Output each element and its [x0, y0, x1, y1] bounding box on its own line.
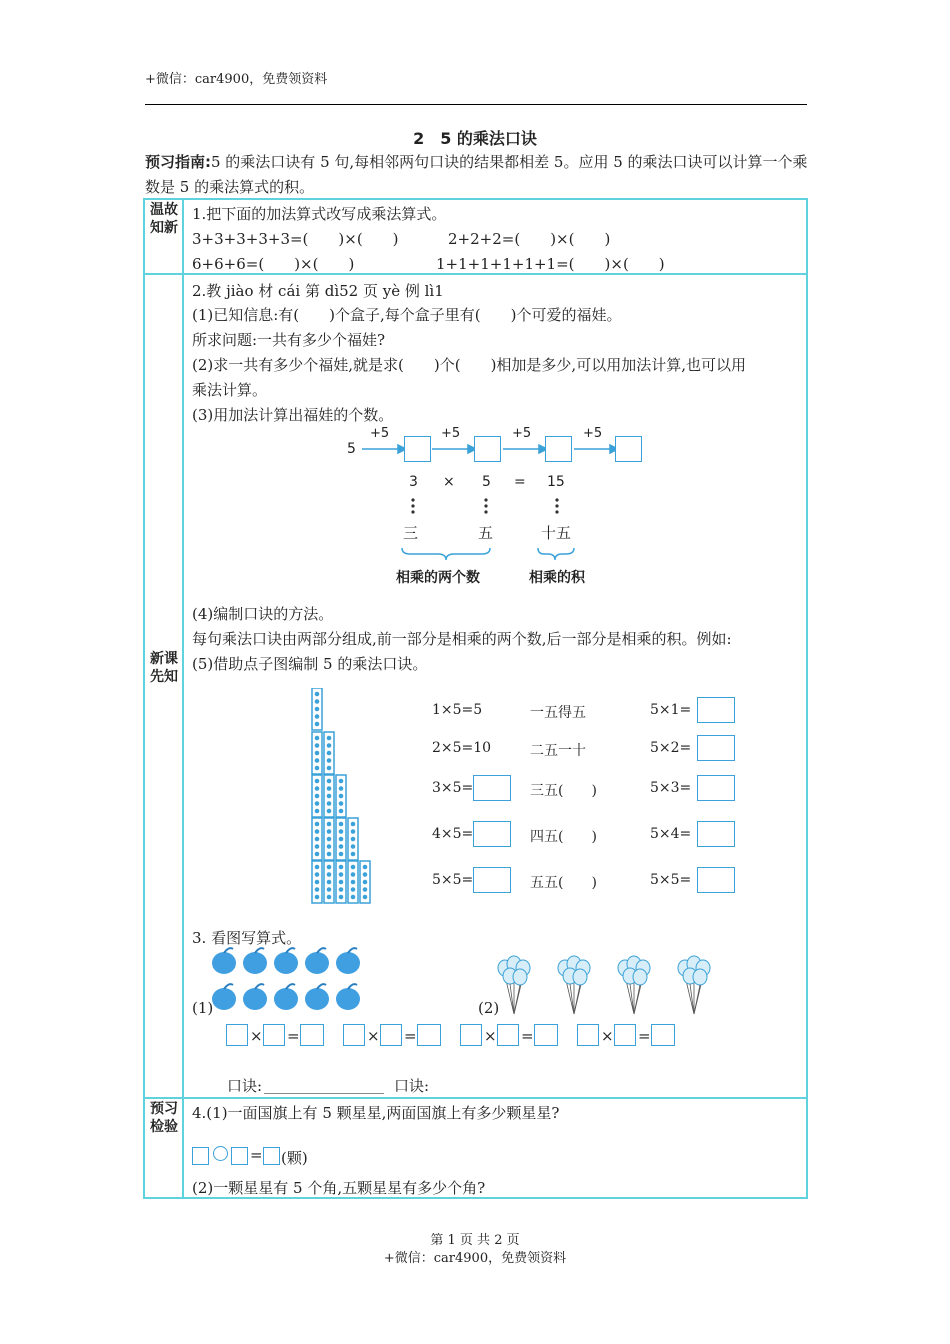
chinese-factor-1: 三 [403, 524, 419, 542]
q2-p1: (1)已知信息:有( )个盒子,每个盒子里有( )个可爱的福娃。 [192, 306, 622, 324]
q1-d: 1+1+1+1+1+1=( )×( ) [436, 255, 665, 273]
mult-product: 15 [547, 474, 565, 490]
dot [327, 844, 332, 849]
q1-b: 2+2+2=( )×( ) [448, 230, 611, 248]
guide [145, 150, 810, 200]
q3-operator: = [638, 1027, 651, 1045]
dot [315, 714, 320, 719]
chain-answer-box-2[interactable] [474, 436, 501, 462]
caption-factors: 相乘的两个数 [396, 570, 480, 586]
dot [339, 786, 344, 791]
dot-tower [308, 688, 378, 904]
dot [315, 692, 320, 697]
q3-operator: × [367, 1027, 380, 1045]
dot [327, 837, 332, 842]
dot [351, 822, 356, 827]
dot [315, 707, 320, 712]
dot [327, 743, 332, 748]
balloon-bunch-icon [678, 956, 710, 1014]
mult-sign: × [443, 474, 455, 490]
row-reverse-box[interactable] [697, 697, 735, 723]
row-answer-box[interactable] [473, 821, 511, 847]
q2-p1b: 所求问题:一共有多少个福娃? [192, 331, 386, 349]
q1-c: 6+6+6=( )×( ) [192, 255, 355, 273]
row-koujue: 二五一十 [530, 743, 586, 759]
dot [327, 786, 332, 791]
q3-title: 3. 看图写算式。 [192, 929, 302, 947]
q2-p5: (5)借助点子图编制 5 的乘法口诀。 [192, 655, 428, 673]
row-equation: 4×5= [432, 826, 474, 842]
dot [315, 722, 320, 727]
dot [339, 809, 344, 814]
row-reverse-box[interactable] [697, 867, 735, 893]
q2-p3: (3)用加法计算出福娃的个数。 [192, 406, 394, 424]
dot [327, 865, 332, 870]
dot [363, 872, 368, 877]
row-reverse-box[interactable] [697, 821, 735, 847]
q3-answer-box[interactable] [300, 1024, 324, 1046]
row-reverse: 5×3= [650, 780, 692, 796]
q3-operator: = [521, 1027, 534, 1045]
dot [327, 736, 332, 741]
dot [315, 852, 320, 857]
dot [315, 895, 320, 900]
dot [327, 887, 332, 892]
balloons-picture [490, 952, 720, 1018]
q3-koujue-2: 口诀: [394, 1077, 430, 1095]
apple-icon [212, 948, 236, 974]
dot [327, 779, 332, 784]
q1-a: 3+3+3+3+3=( )×( ) [192, 230, 399, 248]
dot [315, 865, 320, 870]
row-answer-box[interactable] [473, 867, 511, 893]
chain-answer-box-4[interactable] [615, 436, 642, 462]
chain-answer-box-1[interactable] [404, 436, 431, 462]
row-equation: 2×5=10 [432, 740, 492, 756]
page-title: 2 5 的乘法口诀 [413, 129, 537, 148]
row-reverse: 5×4= [650, 826, 692, 842]
q2-p2b: 乘法计算。 [192, 381, 268, 399]
row-koujue: 五五( ) [530, 875, 597, 891]
dot [315, 880, 320, 885]
dot [327, 751, 332, 756]
apple-icon [274, 984, 298, 1010]
q3-operator: × [601, 1027, 614, 1045]
dot [315, 809, 320, 814]
brace-lines [398, 546, 588, 562]
q4-box-1[interactable] [192, 1147, 209, 1165]
dot [351, 895, 356, 900]
plus-label-3: +5 [512, 426, 532, 441]
dot [351, 829, 356, 834]
dot [339, 895, 344, 900]
q3-answer-box[interactable] [534, 1024, 558, 1046]
dot [327, 852, 332, 857]
dot [351, 880, 356, 885]
chain-start: 5 [347, 441, 356, 457]
apple-icon [243, 984, 267, 1010]
row-answer-box[interactable] [473, 775, 511, 801]
row-divider-2 [143, 1097, 808, 1099]
footer-watermark: +微信：car4900，免费领资料 [383, 1251, 567, 1266]
row-equation: 3×5= [432, 780, 474, 796]
q3-label-1: (1) [192, 999, 214, 1017]
q2-p4b: 每句乘法口诀由两部分组成,前一部分是相乘的两个数,后一部分是相乘的积。例如: [192, 630, 732, 648]
dot [315, 786, 320, 791]
q3-operator: × [250, 1027, 263, 1045]
guide-label: 预习指南: [145, 153, 211, 171]
q3-answer-box[interactable] [263, 1024, 285, 1046]
caption-product: 相乘的积 [529, 570, 585, 586]
dot [351, 837, 356, 842]
q3-operator: × [484, 1027, 497, 1045]
dot [339, 822, 344, 827]
row-equation: 1×5=5 [432, 702, 483, 718]
row-reverse-box[interactable] [697, 735, 735, 761]
q4-operator-circle[interactable] [213, 1146, 228, 1161]
dot [339, 837, 344, 842]
q3-label-2: (2) [478, 999, 500, 1017]
row-koujue: 一五得五 [530, 705, 586, 721]
dot [327, 880, 332, 885]
apple-icon [274, 948, 298, 974]
guide-text: 5 的乘法口诀有 5 句,每相邻两句口诀的结果都相差 5。应用 5 的乘法口诀可以计算一个乘数是 5 的乘法算式的积。 [145, 153, 808, 196]
q3-operator: = [287, 1027, 300, 1045]
dot [315, 743, 320, 748]
dot [339, 852, 344, 857]
dot [351, 887, 356, 892]
apple-icon [305, 948, 329, 974]
q4-p2: (2)一颗星星有 5 个角,五颗星星有多少个角? [192, 1179, 486, 1197]
dot [315, 844, 320, 849]
dot [327, 829, 332, 834]
row-reverse: 5×5= [650, 872, 692, 888]
q3-answer-box[interactable] [497, 1024, 519, 1046]
row-equation: 5×5= [432, 872, 474, 888]
plus-label-4: +5 [583, 426, 603, 441]
dot [363, 880, 368, 885]
dot [339, 801, 344, 806]
dot [363, 887, 368, 892]
q3-koujue-1-line[interactable] [264, 1093, 384, 1094]
apple-icon [243, 948, 267, 974]
mult-factor-1: 3 [409, 474, 418, 490]
header-rule [145, 104, 807, 105]
plus-label-2: +5 [441, 426, 461, 441]
apple-icon [336, 984, 360, 1010]
q2-title: 2.教 jiào 材 cái 第 dì52 页 yè 例 lì1 [192, 282, 444, 300]
dot [327, 809, 332, 814]
q4-p1: 4.(1)一面国旗上有 5 颗星星,两面国旗上有多少颗星星? [192, 1104, 560, 1122]
dot [339, 872, 344, 877]
apples-picture [208, 944, 368, 1016]
q3-operator: = [404, 1027, 417, 1045]
q3-answer-box[interactable] [577, 1024, 599, 1046]
q2-p4: (4)编制口诀的方法。 [192, 605, 334, 623]
dot [351, 865, 356, 870]
dot [315, 766, 320, 771]
row-koujue: 三五( ) [530, 783, 597, 799]
q3-answer-box[interactable] [614, 1024, 636, 1046]
dot [327, 794, 332, 799]
dot [315, 829, 320, 834]
q3-answer-box[interactable] [417, 1024, 441, 1046]
row-reverse: 5×2= [650, 740, 692, 756]
section-label-check: 预习检验 [150, 1101, 178, 1135]
apple-icon [336, 948, 360, 974]
footer-page: 第 1 页 共 2 页 [430, 1233, 520, 1248]
q3-answer-box[interactable] [226, 1024, 248, 1046]
balloon-bunch-icon [558, 956, 590, 1014]
header-watermark: +微信：car4900，免费领资料 [145, 72, 328, 87]
q4-box-2[interactable] [231, 1147, 248, 1165]
apple-icon [212, 984, 236, 1010]
section-label-preview: 新课先知 [150, 651, 178, 685]
dot [339, 844, 344, 849]
dot [339, 794, 344, 799]
dot [327, 872, 332, 877]
balloon-bunch-icon [618, 956, 650, 1014]
chain-answer-box-3[interactable] [545, 436, 572, 462]
q3-answer-box[interactable] [460, 1024, 482, 1046]
dot [363, 895, 368, 900]
dot [315, 736, 320, 741]
section-label-review: 温故知新 [150, 202, 178, 236]
chinese-product: 十五 [541, 524, 572, 542]
q4-unit: (颗) [281, 1149, 308, 1167]
dot [315, 779, 320, 784]
dot [327, 766, 332, 771]
q4-box-3[interactable] [263, 1147, 280, 1165]
dot [351, 872, 356, 877]
dot [315, 699, 320, 704]
dot [339, 887, 344, 892]
dot [327, 801, 332, 806]
dot [327, 822, 332, 827]
q3-answer-box[interactable] [380, 1024, 402, 1046]
apple-icon [305, 984, 329, 1010]
dot [315, 872, 320, 877]
dot [315, 837, 320, 842]
row-reverse-box[interactable] [697, 775, 735, 801]
q4-equals: = [250, 1146, 263, 1164]
dot [351, 844, 356, 849]
dot [339, 779, 344, 784]
dot [327, 758, 332, 763]
dot [315, 801, 320, 806]
row-reverse: 5×1= [650, 702, 692, 718]
chinese-factor-2: 五 [478, 524, 494, 542]
row-koujue: 四五( ) [530, 829, 597, 845]
balloon-bunch-icon [498, 956, 530, 1014]
dot [315, 794, 320, 799]
dot [315, 822, 320, 827]
dot [315, 758, 320, 763]
q1-title: 1.把下面的加法算式改写成乘法算式。 [192, 205, 447, 223]
mult-equals: = [514, 474, 526, 490]
q3-koujue-1: 口诀: [227, 1077, 263, 1095]
dot [339, 880, 344, 885]
q3-answer-box[interactable] [343, 1024, 365, 1046]
plus-label-1: +5 [370, 426, 390, 441]
dot [315, 887, 320, 892]
mult-factor-2: 5 [482, 474, 491, 490]
q3-answer-box[interactable] [651, 1024, 675, 1046]
dot [315, 751, 320, 756]
dot [351, 852, 356, 857]
col-divider [182, 198, 184, 1199]
dot [327, 895, 332, 900]
dot [363, 865, 368, 870]
dot [339, 829, 344, 834]
vertical-dots [400, 496, 570, 518]
dot [339, 865, 344, 870]
q2-p2: (2)求一共有多少个福娃,就是求( )个( )相加是多少,可以用加法计算,也可以用 [192, 356, 746, 374]
